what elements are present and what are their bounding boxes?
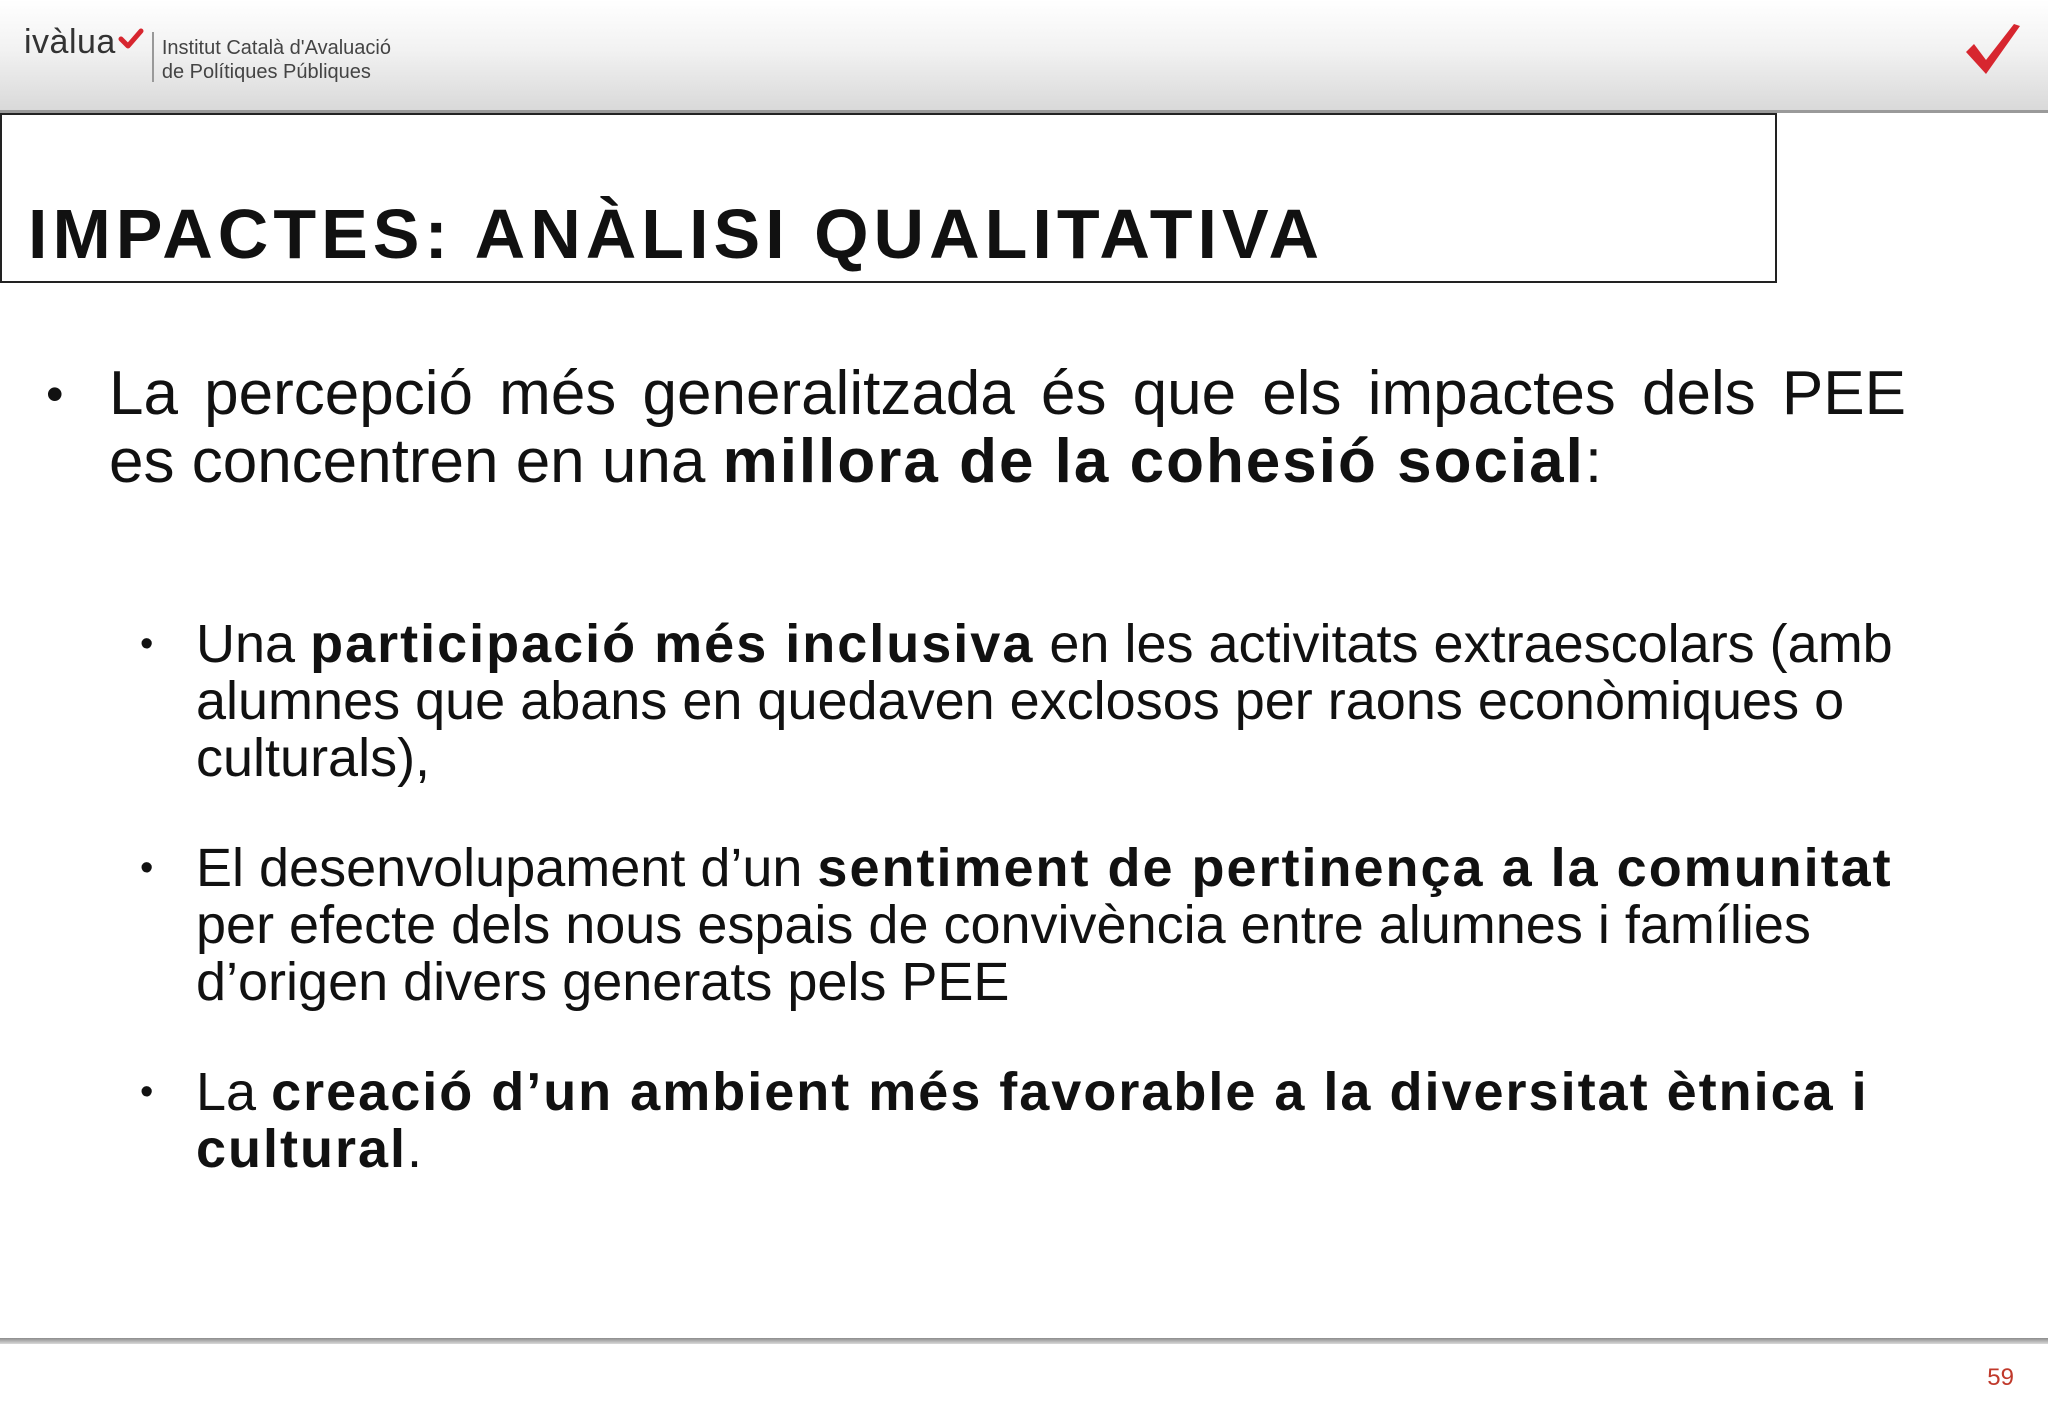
sub-bullet-bold: creació d’un ambient més favorable a la diversitat ètnica i cultural bbox=[196, 1062, 1869, 1179]
organization-name-line2: de Polítiques Públiques bbox=[161, 61, 371, 83]
main-bullet-pre: La percepció més generalitzada és que els impactes dels PEE es concentren en una bbox=[109, 359, 1906, 496]
sub-bullet-post: . bbox=[407, 1119, 423, 1179]
sub-bullet-post: per efecte dels nous espais de convivència entre alumnes i famílies d’origen divers generats pels PEE bbox=[196, 895, 1811, 1012]
slide-title: IMPACTES: ANÀLISI QUALITATIVA bbox=[28, 195, 1325, 273]
sub-bullet-bold: sentiment de pertinença a la comunitat bbox=[817, 838, 1893, 898]
organization-name bbox=[162, 36, 391, 84]
corner-checkmark-icon bbox=[1964, 22, 2022, 84]
sub-bullet bbox=[140, 840, 1900, 1011]
sub-bullet-text bbox=[196, 840, 1896, 1011]
slide-header bbox=[0, 0, 2048, 113]
sub-bullet bbox=[140, 1064, 1900, 1178]
sub-bullet bbox=[140, 616, 1900, 787]
organization-name-line1: Institut Català d'Avaluació bbox=[161, 37, 391, 59]
sub-bullet-pre: Una bbox=[196, 614, 311, 674]
main-bullet-text bbox=[109, 360, 1906, 496]
footer-divider bbox=[0, 1338, 2048, 1344]
sub-bullet-post: en les activitats extraescolars (amb alumnes que abans en quedaven exclosos per raons econòmiques o culturals), bbox=[196, 614, 1893, 788]
page-number: 59 bbox=[1987, 1364, 2014, 1391]
main-bullet-post: : bbox=[1584, 427, 1603, 496]
sub-bullet-pre: La bbox=[196, 1062, 272, 1122]
bullet-dot: • bbox=[140, 1071, 154, 1113]
bullet-dot: • bbox=[140, 847, 154, 889]
bullet-dot: • bbox=[46, 366, 64, 422]
sub-bullet-pre: El desenvolupament d’un bbox=[196, 838, 818, 898]
sub-bullet-text bbox=[196, 1064, 1896, 1178]
logo-divider bbox=[152, 32, 154, 82]
main-bullet-bold: millora de la cohesió social bbox=[722, 427, 1585, 496]
checkmark-icon bbox=[118, 26, 144, 52]
sub-bullet-bold: participació més inclusiva bbox=[310, 614, 1035, 674]
sub-bullet-text bbox=[196, 616, 1896, 787]
logo-wordmark: ivàlua bbox=[24, 23, 116, 61]
title-box bbox=[0, 113, 1777, 283]
main-bullet bbox=[46, 360, 1916, 496]
ivalua-logo bbox=[24, 22, 391, 86]
bullet-dot: • bbox=[140, 623, 154, 665]
